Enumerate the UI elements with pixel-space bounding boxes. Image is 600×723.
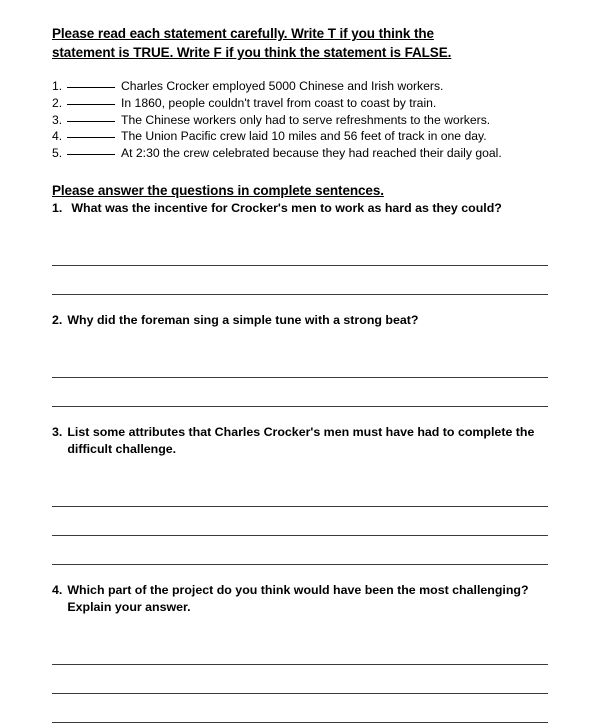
answer-lines	[52, 478, 548, 565]
question-text: Why did the foreman sing a simple tune with a strong beat?	[67, 312, 419, 327]
statement-number: 4.	[52, 129, 63, 144]
answer-line[interactable]	[52, 665, 548, 694]
question-text: Which part of the project do you think would have been the most challenging? Explain your answer.	[67, 582, 529, 614]
answer-line[interactable]	[52, 478, 548, 507]
answer-lines	[52, 349, 548, 407]
true-false-heading-line-2: statement is TRUE. Write F if you think the statement is FALSE.	[52, 45, 452, 60]
answer-line[interactable]	[52, 694, 548, 723]
answer-lines	[52, 237, 548, 295]
question-4	[52, 582, 548, 616]
question-block	[52, 312, 548, 407]
worksheet-content	[52, 24, 548, 723]
questions-section-heading: Please answer the questions in complete sentences.	[52, 182, 384, 198]
true-false-statement-list	[52, 78, 548, 162]
question-block	[52, 582, 548, 723]
statement-number: 5.	[52, 146, 63, 161]
question-number: 2.	[52, 312, 63, 327]
question-number: 4.	[52, 582, 63, 597]
question-text: What was the incentive for Crocker's men to work as hard as they could?	[71, 200, 502, 215]
statement-text: Charles Crocker employed 5000 Chinese and Irish workers.	[121, 79, 444, 93]
true-false-heading-line-1: Please read each statement carefully. Write T if you think the	[52, 26, 434, 41]
answer-line[interactable]	[52, 507, 548, 536]
answer-line[interactable]	[52, 378, 548, 407]
true-false-statement-row	[52, 128, 548, 145]
question-block	[52, 424, 548, 565]
statement-number: 2.	[52, 95, 63, 110]
answer-line[interactable]	[52, 536, 548, 565]
true-false-statement-row	[52, 95, 548, 112]
statement-text: The Union Pacific crew laid 10 miles and 56 feet of track in one day.	[121, 129, 487, 144]
question-block	[52, 200, 548, 295]
question-text: List some attributes that Charles Crocker's men must have had to complete the difficult challenge.	[67, 424, 535, 456]
answer-line[interactable]	[52, 349, 548, 378]
question-3	[52, 424, 548, 458]
answer-lines	[52, 636, 548, 723]
question-number: 1.	[52, 200, 63, 215]
question-number: 3.	[52, 424, 63, 439]
true-false-statement-row	[52, 145, 548, 162]
statement-text: At 2:30 the crew celebrated because they had reached their daily goal.	[121, 146, 502, 161]
statement-number: 1.	[52, 79, 63, 93]
question-2	[52, 312, 548, 329]
answer-line[interactable]	[52, 266, 548, 295]
answer-line[interactable]	[52, 237, 548, 266]
statement-text: In 1860, people couldn't travel from coast to coast by train.	[121, 95, 437, 110]
answer-line[interactable]	[52, 636, 548, 665]
statement-text: The Chinese workers only had to serve refreshments to the workers.	[121, 112, 491, 127]
questions-section-heading-wrap	[52, 181, 548, 200]
true-false-statement-row	[52, 112, 548, 129]
question-1	[52, 200, 548, 217]
statement-number: 3.	[52, 112, 63, 127]
true-false-statement-row	[52, 78, 548, 95]
true-false-section-heading	[52, 24, 548, 62]
